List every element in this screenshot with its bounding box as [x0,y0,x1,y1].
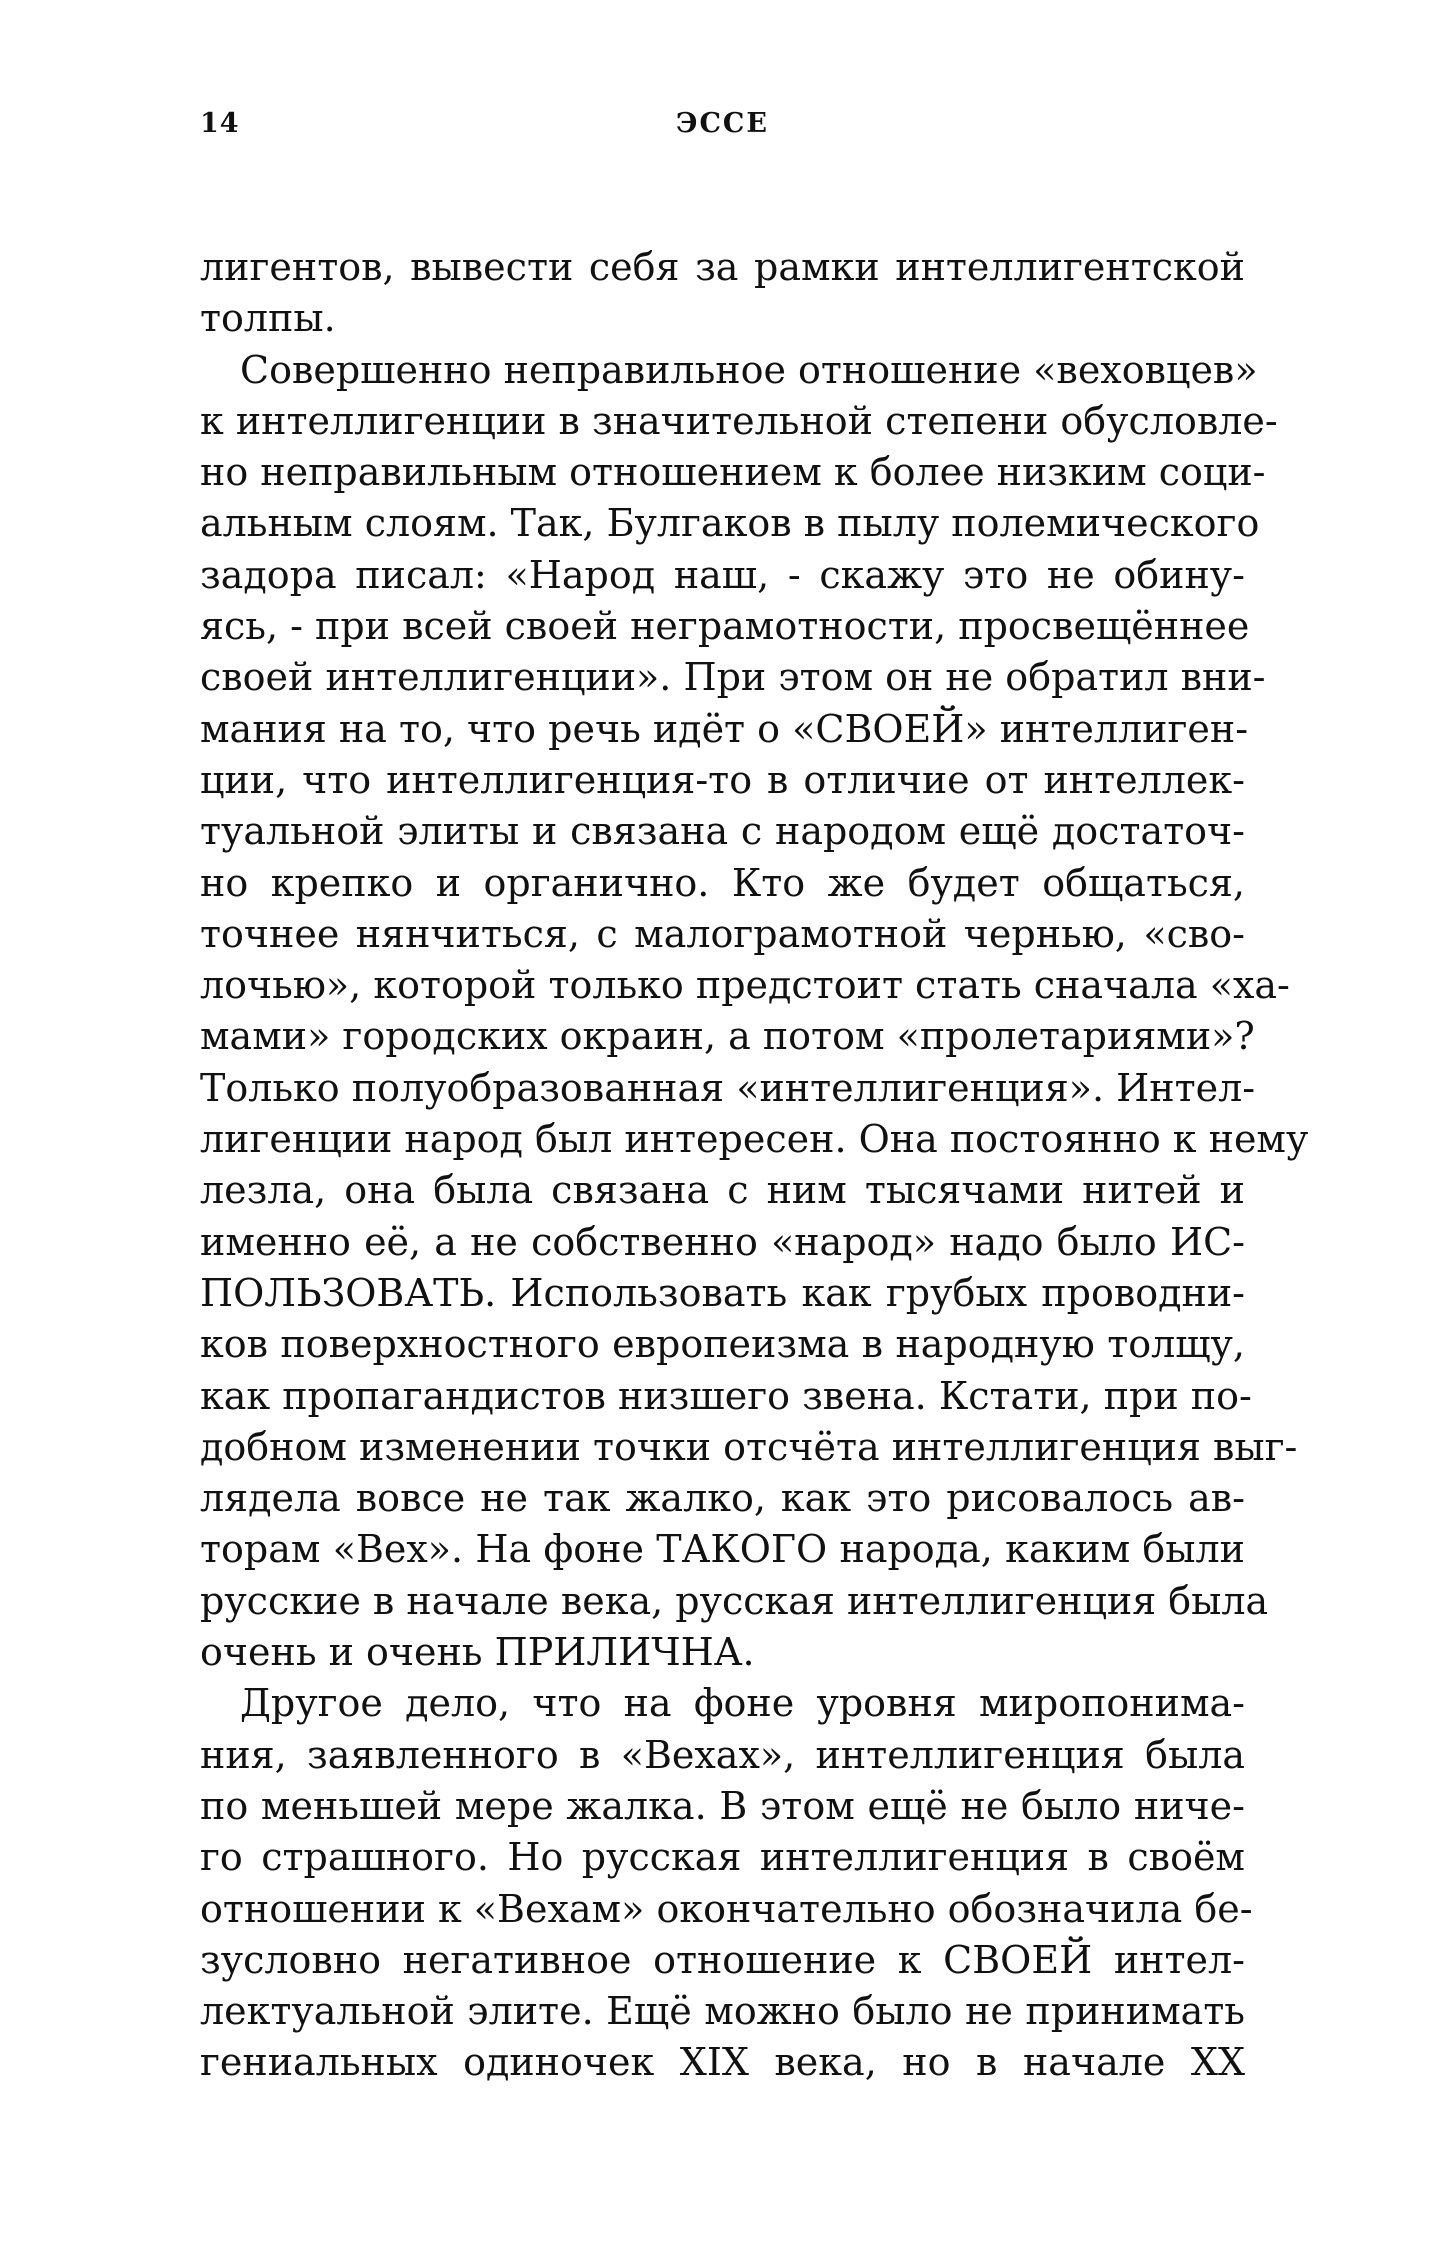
text-line: ПОЛЬЗОВАТЬ. Использовать как грубых проводни- [200,1270,1245,1315]
text-line: ции, что интеллигенция-то в отличие от интеллек- [200,757,1245,802]
text-line: добном изменении точки отсчёта интеллигенция выг- [200,1424,1298,1469]
text-line: лядела вовсе не так жалко, как это рисовалось ав- [200,1476,1245,1521]
running-title: ЭССЕ [675,108,770,139]
text-line: мания на то, что речь идёт о «СВОЕЙ» интеллиген- [200,706,1249,751]
text-line: лочью», которой только предстоит стать сначала «ха- [200,963,1290,1008]
text-line: туальной элиты и связана с народом ещё достаточ- [200,809,1245,854]
page-number: 14 [200,108,240,139]
paragraph [200,345,1309,1679]
text-line: Только полуобразованная «интеллигенция». Интел- [200,1065,1256,1110]
text-line: ния, заявленного в «Вехах», интеллигенция была [200,1732,1245,1777]
text-line: своей интеллигенции». При этом он не обратил вни- [200,655,1266,700]
text-line: очень и очень ПРИЛИЧНА. [200,1630,755,1675]
text-line: но крепко и органично. Кто же будет общаться, [200,860,1245,905]
text-line: по меньшей мере жалка. В этом ещё не было ниче- [200,1783,1245,1828]
text-line: к интеллигенции в значительной степени обусловле- [200,398,1278,443]
text-line: задора писал: «Народ наш, - скажу это не обину- [200,552,1245,597]
text-line: лезла, она была связана с ним тысячами нитей и [200,1168,1245,1213]
text-line: лигенции народ был интересен. Она постоянно к нему [200,1117,1309,1162]
text-line: гениальных одиночек XIX века, но в начале XX [200,2040,1245,2085]
text-line: ков поверхностного европеизма в народную толщу, [200,1322,1245,1367]
text-line: торам «Вех». На фоне ТАКОГО народа, каким были [200,1527,1245,1572]
text-line: лигентов, вывести себя за рамки интеллигентской [200,245,1245,289]
text-line: Другое дело, что на фоне уровня миропонима- [240,1681,1245,1726]
text-line: как пропагандистов низшего звена. Кстати, при по- [200,1373,1252,1418]
running-head [200,108,1245,152]
text-line: альным слоям. Так, Булгаков в пылу полемического [200,501,1260,546]
text-line: Совершенно неправильное отношение «веховцев» [240,347,1258,392]
text-line: именно её, а не собственно «народ» надо было ИС- [200,1219,1245,1264]
paragraph [200,1678,1253,2088]
text-line: ясь, - при всей своей неграмотности, просвещённее [200,604,1250,649]
paragraph [200,242,1245,345]
text-line: отношении к «Вехам» окончательно обозначила бе- [200,1886,1253,1931]
text-line: точнее нянчиться, с малограмотной чернью, «сво- [200,911,1245,956]
text-line: русские в начале века, русская интеллигенция была [200,1578,1269,1623]
text-line: толпы. [200,296,336,341]
body-text [200,242,1309,2089]
text-line: го страшного. Но русская интеллигенция в своём [200,1835,1245,1880]
text-line: лектуальной элите. Ещё можно было не принимать [200,1989,1245,2034]
text-line: зусловно негативное отношение к СВОЕЙ интел- [200,1937,1245,1982]
text-line: мами» городских окраин, а потом «пролетариями»? [200,1014,1255,1059]
text-line: но неправильным отношением к более низким соци- [200,450,1266,495]
